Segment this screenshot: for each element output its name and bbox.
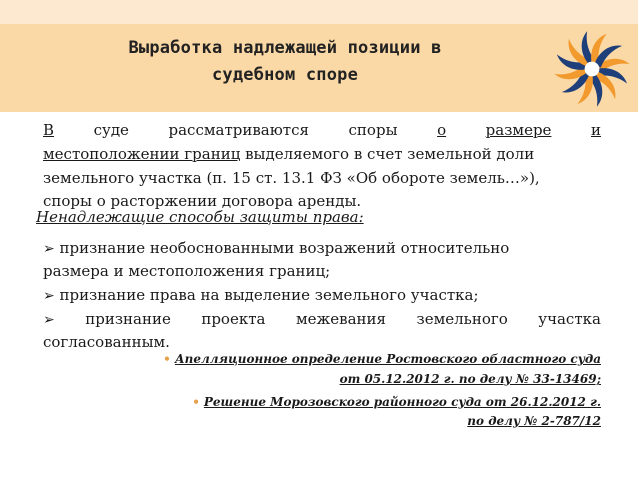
arrow-bullet-icon: ➢ bbox=[43, 288, 55, 304]
court-reference-1-line-2: от 05.12.2012 г. по делу № 33-13469; bbox=[339, 372, 601, 386]
bullet-text: признание необоснованными возражений относительно bbox=[54, 239, 510, 257]
sunburst-logo-icon bbox=[551, 28, 633, 110]
bullet-word: земельного bbox=[416, 310, 508, 328]
reference-bullet-icon: • bbox=[192, 395, 200, 409]
paragraph-line-1 bbox=[43, 118, 601, 142]
bullet-text: признание права на выделение земельного участка; bbox=[54, 286, 479, 304]
bullet-item-1-line-2: размера и местоположения границ; bbox=[43, 262, 331, 280]
paragraph-text: выделяемого в счет земельной доли bbox=[240, 145, 535, 163]
bullet-word: ➢ признание bbox=[43, 310, 171, 328]
reference-text: Апелляционное определение Ростовского областного суда bbox=[174, 352, 601, 366]
underlined-phrase: местоположении границ bbox=[43, 145, 241, 163]
paragraph-word: о bbox=[437, 121, 447, 139]
bullet-item-3-line-2: согласованным. bbox=[43, 333, 170, 351]
header-top-strip bbox=[0, 0, 638, 24]
bullet-word: межевания bbox=[295, 310, 387, 328]
arrow-bullet-icon: ➢ bbox=[43, 241, 55, 257]
paragraph-word: споры bbox=[348, 121, 398, 139]
paragraph-word: В bbox=[43, 121, 55, 139]
court-reference-2-line-2: по делу № 2-787/12 bbox=[467, 414, 601, 428]
paragraph-word: и bbox=[590, 121, 601, 139]
paragraph-word: размере bbox=[485, 121, 552, 139]
paragraph-line-4: споры о расторжении договора аренды. bbox=[43, 192, 362, 210]
bullet-word: проекта bbox=[201, 310, 266, 328]
paragraph-word: рассматриваются bbox=[168, 121, 309, 139]
slide-title-line-2: судебном споре bbox=[211, 65, 359, 85]
paragraph-line-2 bbox=[43, 142, 601, 166]
reference-bullet-icon: • bbox=[163, 352, 171, 366]
paragraph-line-3: земельного участка (п. 15 ст. 13.1 ФЗ «Об обороте земель…»), bbox=[43, 169, 540, 187]
paragraph-word: суде bbox=[93, 121, 129, 139]
bullet-word: участка bbox=[538, 310, 601, 328]
court-reference-2-line-1 bbox=[192, 393, 601, 412]
bullet-item-3 bbox=[43, 307, 601, 332]
court-reference-1-line-1 bbox=[163, 350, 601, 369]
bullet-item-1 bbox=[43, 236, 601, 261]
improper-remedies-heading: Ненадлежащие способы защиты права: bbox=[36, 208, 364, 226]
slide-title-line-1: Выработка надлежащей позиции в bbox=[128, 38, 442, 58]
arrow-bullet-icon: ➢ bbox=[43, 312, 55, 328]
bullet-item-2 bbox=[43, 283, 601, 308]
reference-text: Решение Морозовского районного суда от 26.12.2012 г. bbox=[203, 395, 601, 409]
